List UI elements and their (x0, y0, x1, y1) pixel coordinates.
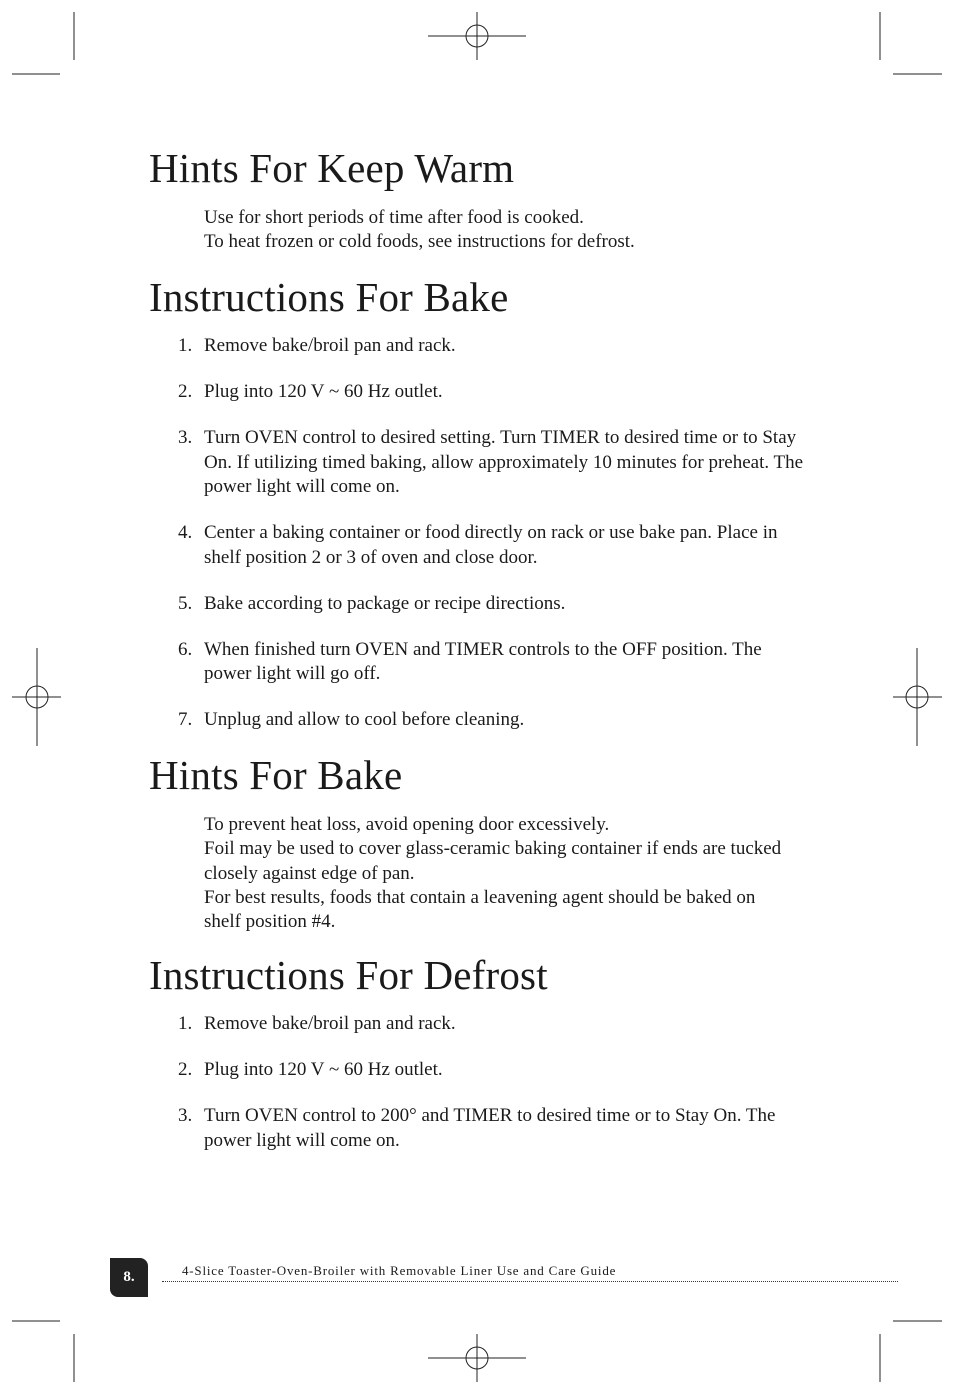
list-item (168, 1058, 808, 1083)
list-item (168, 426, 808, 500)
page-number-badge: 8. (110, 1258, 148, 1297)
bake-hints-text (204, 813, 794, 934)
bake-steps-list (168, 334, 808, 754)
hint-line: Foil may be used to cover glass-ceramic baking container if ends are tucked closely against edge of pan. (204, 838, 782, 884)
step-number: 1. (178, 1013, 193, 1034)
list-item (168, 380, 808, 405)
step-text: Center a baking container or food directly on rack or use bake pan. Place in shelf position 2 or 3 of oven and close door. (204, 522, 778, 568)
registration-target-right (893, 648, 942, 746)
hint-line: For best results, foods that contain a leavening agent should be baked on shelf position #4. (204, 886, 756, 933)
step-number: 1. (178, 335, 193, 356)
footer-dotted-rule (162, 1281, 898, 1282)
step-number: 3. (178, 1105, 193, 1126)
list-item (168, 592, 808, 617)
hint-line: To heat frozen or cold foods, see instructions for defrost. (204, 231, 635, 253)
hint-line: To prevent heat loss, avoid opening door excessively. (204, 814, 610, 835)
step-text: Unplug and allow to cool before cleaning. (204, 709, 525, 730)
defrost-steps-list (168, 1012, 808, 1175)
step-text: Plug into 120 V ~ 60 Hz outlet. (204, 381, 443, 402)
step-text: Remove bake/broil pan and rack. (204, 1013, 456, 1034)
step-number: 6. (178, 638, 193, 660)
list-item (168, 708, 808, 733)
step-text: Bake according to package or recipe directions. (204, 592, 566, 614)
step-text: Turn OVEN control to desired setting. Turn TIMER to desired time or to Stay On. If utilizing timed baking, allow approximately 10 minutes for preheat. The power light will come on. (204, 427, 804, 497)
step-text: Turn OVEN control to 200° and TIMER to desired time or to Stay On. The power light will come on. (204, 1105, 776, 1151)
step-number: 4. (178, 522, 193, 543)
registration-target-left (12, 648, 61, 746)
list-item (168, 1012, 808, 1037)
step-number: 7. (178, 709, 193, 730)
list-item (168, 521, 808, 570)
heading-bake-instructions: Instructions For Bake (149, 274, 509, 320)
step-number: 2. (178, 1059, 193, 1080)
hint-line: Use for short periods of time after food is cooked. (204, 207, 584, 228)
step-number: 2. (178, 381, 193, 402)
heading-bake-hints: Hints For Bake (149, 752, 403, 798)
step-number: 5. (178, 592, 193, 614)
registration-target-top (428, 12, 526, 60)
heading-keep-warm-hints: Hints For Keep Warm (149, 145, 515, 191)
list-item (168, 334, 808, 359)
registration-target-bottom (428, 1334, 526, 1382)
list-item (168, 1104, 808, 1153)
keep-warm-hints-text (204, 206, 635, 255)
step-text: Remove bake/broil pan and rack. (204, 335, 456, 356)
step-number: 3. (178, 427, 193, 448)
step-text: When finished turn OVEN and TIMER controls to the OFF position. The power light will go off. (204, 638, 762, 684)
heading-defrost-instructions: Instructions For Defrost (149, 952, 548, 998)
list-item (168, 638, 808, 687)
step-text: Plug into 120 V ~ 60 Hz outlet. (204, 1059, 443, 1080)
footer-guide-title: 4-Slice Toaster-Oven-Broiler with Removable Liner Use and Care Guide (182, 1263, 617, 1278)
